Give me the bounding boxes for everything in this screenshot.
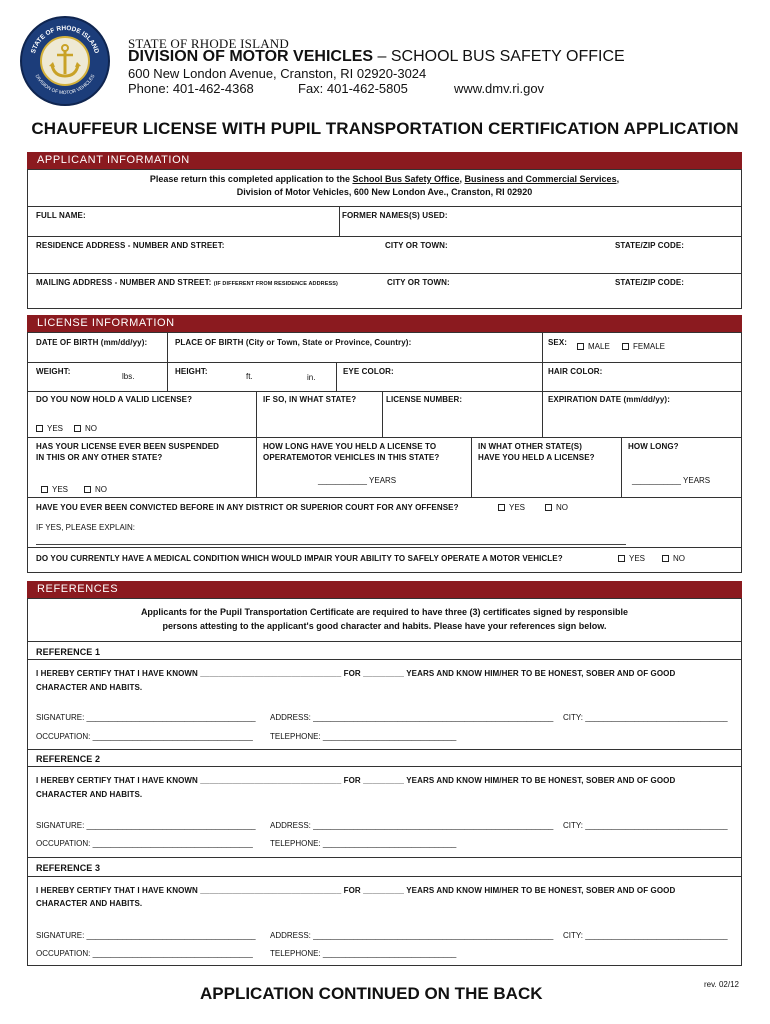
height-label: HEIGHT: [175,367,208,376]
suspended-yes-option[interactable]: YES [39,485,68,494]
division-title: DIVISION OF MOTOR VEHICLES – SCHOOL BUS SAFETY OFFICE [128,48,625,65]
valid-license-no-option[interactable]: NO [72,424,97,433]
other-states-years-blank[interactable]: ___________ YEARS [632,476,711,485]
full-name-label: FULL NAME: [36,211,86,220]
female-checkbox[interactable] [622,343,629,350]
medical-yes-checkbox[interactable] [618,555,625,562]
reference-1-signature-field[interactable]: SIGNATURE: ______________________________________ [36,713,256,722]
weight-label: WEIGHT: [36,367,71,376]
suspended-yes-checkbox[interactable] [41,486,48,493]
held-license-label-line2: OPERATEMOTOR VEHICLES IN THIS STATE? [263,453,440,462]
medical-no-checkbox[interactable] [662,555,669,562]
state-name: STATE OF RHODE ISLAND [128,36,289,51]
convicted-no-checkbox[interactable] [545,504,552,511]
reference-1-certify-line1: I HEREBY CERTIFY THAT I HAVE KNOWN _______________________________ FOR _________ YEARS AND KNOW HIM/HER TO BE HONEST, SOBER AND OF GOOD [36,669,676,678]
reference-2-certify-line1: I HEREBY CERTIFY THAT I HAVE KNOWN _______________________________ FOR _________ YEARS AND KNOW HIM/HER TO BE HONEST, SOBER AND OF GOOD [36,776,676,785]
how-long-label: HOW LONG? [628,442,679,451]
reference-1-telephone-field[interactable]: TELEPHONE: ______________________________ [270,732,457,741]
convicted-yes-checkbox[interactable] [498,504,505,511]
valid-license-label: DO YOU NOW HOLD A VALID LICENSE? [36,395,193,404]
reference-1-city-field[interactable]: CITY: ________________________________ [563,713,728,722]
office-address: 600 New London Avenue, Cranston, RI 02920-3024 [128,66,427,81]
former-names-label: FORMER NAMES(S) USED: [342,211,448,220]
seal-center [40,36,90,86]
reference-2-occupation-field[interactable]: OCCUPATION: ____________________________________ [36,839,253,848]
reference-2-certify-line2: CHARACTER AND HABITS. [36,790,143,799]
reference-3-signature-field[interactable]: SIGNATURE: ______________________________________ [36,931,256,940]
reference-3-city-field[interactable]: CITY: ________________________________ [563,931,728,940]
medical-yes-option[interactable]: YES [616,554,645,563]
references-instructions-line1: Applicants for the Pupil Transportation Certificate are required to have three (3) certificates signed by responsible [140,607,629,617]
anchor-icon [42,38,88,84]
height-inch-unit: in. [307,373,316,382]
convicted-no-option[interactable]: NO [543,503,568,512]
mailing-city-label: CITY OR TOWN: [387,278,450,287]
references-instructions-line2: persons attesting to the applicant's good character and habits. Please have your references sign below. [162,621,607,631]
expiration-date-label: EXPIRATION DATE (mm/dd/yy): [548,395,670,404]
other-states-label-line2: HAVE YOU HELD A LICENSE? [478,453,595,462]
male-checkbox[interactable] [577,343,584,350]
sex-male-option[interactable]: MALE [575,342,610,351]
suspended-no-checkbox[interactable] [84,486,91,493]
residence-statezip-label: STATE/ZIP CODE: [615,241,685,250]
explain-label: IF YES, PLEASE EXPLAIN: [36,523,136,532]
reference-1-address-field[interactable]: ADDRESS: ______________________________________________________ [270,713,554,722]
held-license-years-blank[interactable]: ___________ YEARS [318,476,397,485]
mailing-statezip-label: STATE/ZIP CODE: [615,278,685,287]
mailing-address-label: MAILING ADDRESS - NUMBER AND STREET: (IF DIFFERENT FROM RESIDENCE ADDRESS) [36,278,338,287]
license-section [27,332,742,573]
office-fax: Fax: 401-462-5805 [298,81,408,96]
license-state-label: IF SO, IN WHAT STATE? [263,395,357,404]
reference-2-address-field[interactable]: ADDRESS: ______________________________________________________ [270,821,554,830]
sex-label: SEX: [548,338,568,347]
applicant-instructions-line1: Please return this completed application to the School Bus Safety Office, Business and Commercial Services, [149,174,620,184]
reference-3-certify-line1: I HEREBY CERTIFY THAT I HAVE KNOWN _______________________________ FOR _________ YEARS AND KNOW HIM/HER TO BE HONEST, SOBER AND OF GOOD [36,886,676,895]
reference-3-telephone-field[interactable]: TELEPHONE: ______________________________ [270,949,457,958]
references-section-header: REFERENCES [27,581,742,598]
medical-question: DO YOU CURRENTLY HAVE A MEDICAL CONDITION WHICH WOULD IMPAIR YOUR ABILITY TO SAFELY OPERATE A MOTOR VEHICLE? [36,554,563,563]
license-number-label: LICENSE NUMBER: [386,395,463,404]
form-title: CHAUFFEUR LICENSE WITH PUPIL TRANSPORTATION CERTIFICATION APPLICATION [31,119,739,138]
valid-license-no-checkbox[interactable] [74,425,81,432]
sex-female-option[interactable]: FEMALE [620,342,665,351]
residence-city-label: CITY OR TOWN: [385,241,448,250]
references-section [27,598,742,966]
reference-3-occupation-field[interactable]: OCCUPATION: ____________________________________ [36,949,253,958]
applicant-section-header: APPLICANT INFORMATION [27,152,742,169]
reference-1-occupation-field[interactable]: OCCUPATION: ____________________________________ [36,732,253,741]
svg-text:STATE OF RHODE ISLAND: STATE OF RHODE ISLAND [30,24,100,55]
reference-2-title: REFERENCE 2 [36,754,101,764]
office-website[interactable]: www.dmv.ri.gov [454,81,545,96]
held-license-label-line1: HOW LONG HAVE YOU HELD A LICENSE TO [263,442,437,451]
suspended-label-line2: IN THIS OR ANY OTHER STATE? [36,453,163,462]
applicant-instructions-line2: Division of Motor Vehicles, 600 New London Ave., Cranston, RI 02920 [236,187,533,197]
revision-date: rev. 02/12 [704,980,739,989]
height-feet-unit: ft. [246,372,253,381]
reference-2-signature-field[interactable]: SIGNATURE: ______________________________________ [36,821,256,830]
reference-2-city-field[interactable]: CITY: ________________________________ [563,821,728,830]
reference-3-address-field[interactable]: ADDRESS: ______________________________________________________ [270,931,554,940]
reference-3-certify-line2: CHARACTER AND HABITS. [36,899,143,908]
valid-license-yes-option[interactable]: YES [34,424,63,433]
pob-label: PLACE OF BIRTH (City or Town, State or Province, Country): [175,338,412,347]
medical-no-option[interactable]: NO [660,554,685,563]
license-section-header: LICENSE INFORMATION [27,315,742,332]
eye-color-label: EYE COLOR: [343,367,394,376]
other-states-label-line1: IN WHAT OTHER STATE(S) [478,442,582,451]
hair-color-label: HAIR COLOR: [548,367,603,376]
reference-1-certify-line2: CHARACTER AND HABITS. [36,683,143,692]
residence-address-label: RESIDENCE ADDRESS - NUMBER AND STREET: [36,241,225,250]
explain-line[interactable] [36,544,626,545]
svg-text:DIVISION OF MOTOR VEHICLES: DIVISION OF MOTOR VEHICLES [33,74,97,97]
convicted-yes-option[interactable]: YES [496,503,525,512]
suspended-no-option[interactable]: NO [82,485,107,494]
valid-license-yes-checkbox[interactable] [36,425,43,432]
applicant-section [27,169,742,309]
continued-on-back: APPLICATION CONTINUED ON THE BACK [200,984,543,1003]
suspended-label-line1: HAS YOUR LICENSE EVER BEEN SUSPENDED [36,442,220,451]
reference-2-telephone-field[interactable]: TELEPHONE: ______________________________ [270,839,457,848]
dob-label: DATE OF BIRTH (mm/dd/yy): [36,338,148,347]
weight-unit: lbs. [122,372,135,381]
state-seal [20,16,110,106]
reference-1-title: REFERENCE 1 [36,647,101,657]
office-phone: Phone: 401-462-4368 [128,81,254,96]
reference-3-title: REFERENCE 3 [36,863,101,873]
convicted-question: HAVE YOU EVER BEEN CONVICTED BEFORE IN ANY DISTRICT OR SUPERIOR COURT FOR ANY OFFENSE? [36,503,459,512]
